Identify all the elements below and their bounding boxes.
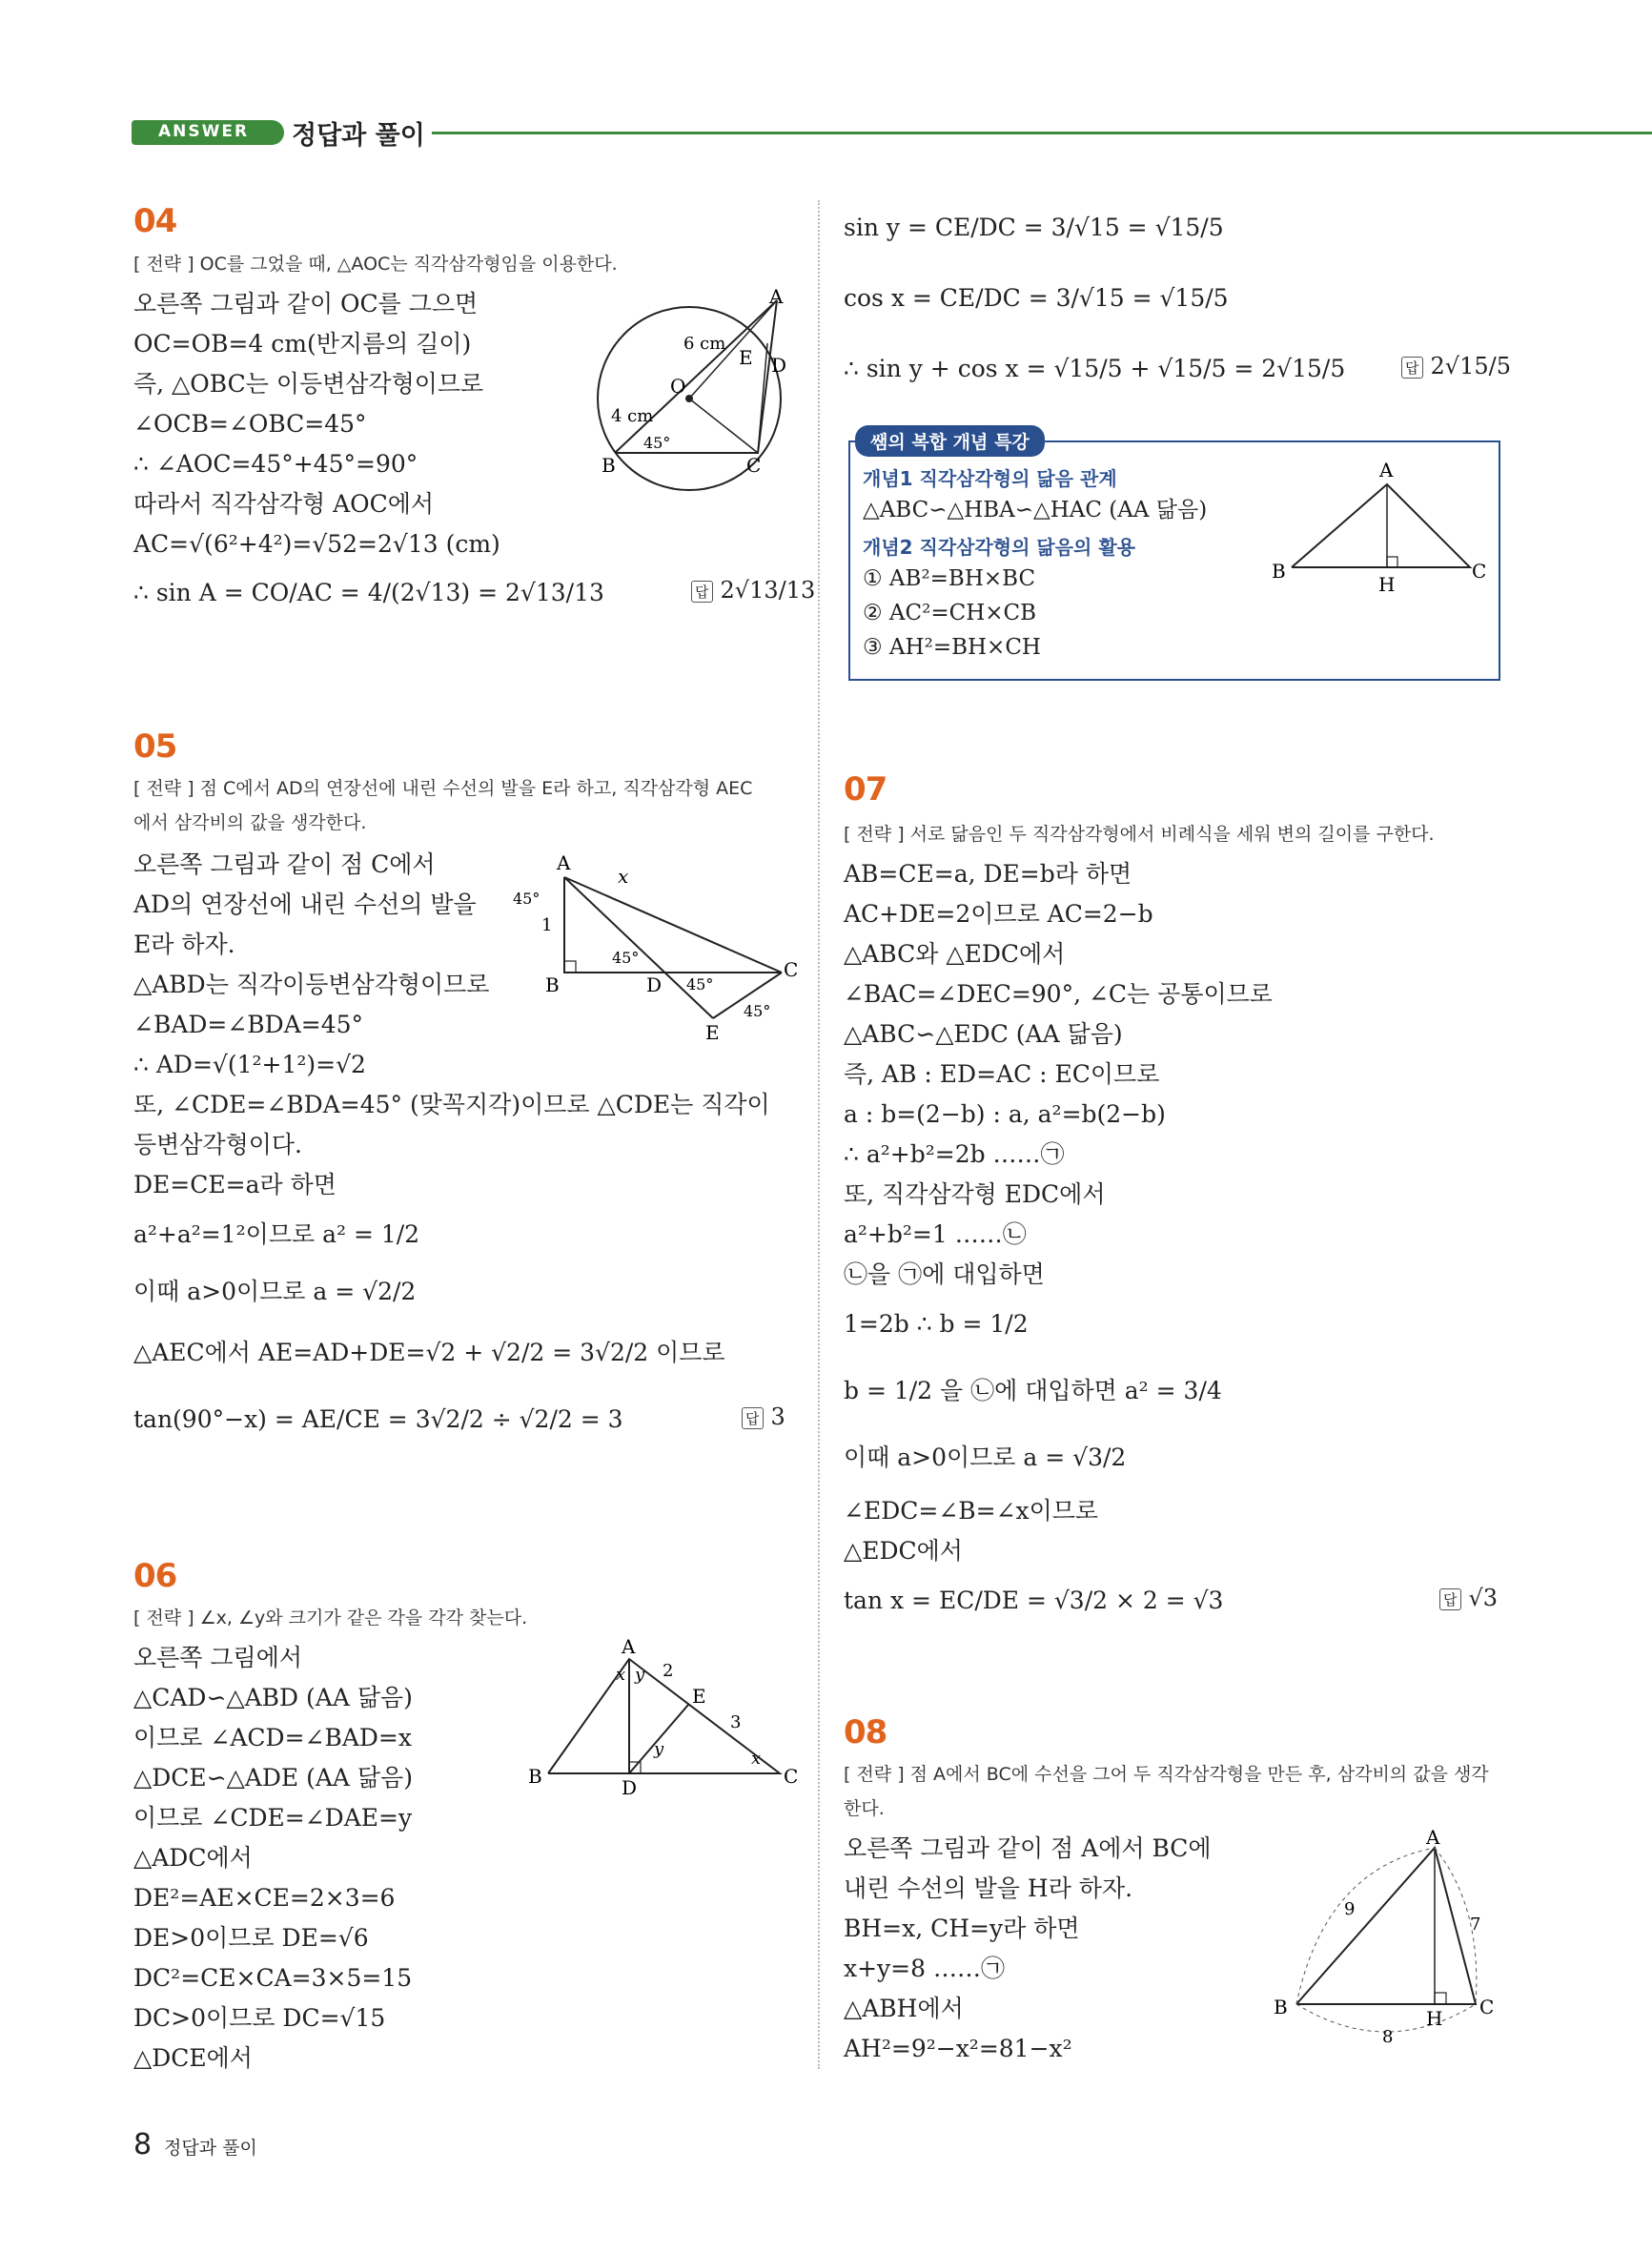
p07-line: ∠BAC=∠DEC=90°, ∠C는 공통이므로	[844, 980, 1273, 1008]
p05-line: ∠BAD=∠BDA=45°	[133, 1011, 364, 1038]
p06-answer: 답 2√15/5	[1401, 353, 1511, 379]
p05-line: 등변삼각형이다.	[133, 1131, 302, 1158]
p08-line: 내린 수선의 발을 H라 하자.	[844, 1874, 1133, 1902]
p06-label-3: 3	[730, 1712, 742, 1732]
p06-cont-line: ∴ sin y + cos x = √15/5 + √15/5 = 2√15/5	[844, 355, 1346, 382]
concept-2-title: 개념2 직각삼각형의 닮음의 활용	[863, 536, 1135, 559]
p04-line: AC=√(6²+4²)=√52=2√13 (cm)	[133, 530, 500, 558]
p05-line: ∴ AD=√(1²+1²)=√2	[133, 1051, 366, 1078]
problem-06-tip: [ 전략 ] ∠x, ∠y와 크기가 같은 각을 각각 찾는다.	[133, 1608, 528, 1628]
p06-line: △DCE∽△ADE (AA 닮음)	[133, 1764, 413, 1792]
p05-answer: 답 3	[742, 1403, 785, 1430]
p07-line: 이때 a>0이므로 a = √3/2	[844, 1444, 1127, 1471]
p07-line: b = 1/2 을 ㉡에 대입하면 a² = 3/4	[844, 1377, 1222, 1404]
concept-1-title: 개념1 직각삼각형의 닮음 관계	[863, 467, 1117, 490]
p06-label-E: E	[692, 1685, 706, 1708]
p06-line: 오른쪽 그림에서	[133, 1644, 302, 1671]
p06-label-2: 2	[663, 1661, 674, 1681]
concept-figure	[1268, 458, 1487, 601]
p07-line: ∠EDC=∠B=∠x이므로	[844, 1497, 1099, 1525]
p04-line: 즉, △OBC는 이등변삼각형이므로	[133, 370, 484, 398]
p08-line: 오른쪽 그림과 같이 점 A에서 BC에	[844, 1834, 1212, 1862]
concept-box-bottom-rule	[850, 679, 1499, 681]
problem-08-number: 08	[844, 1713, 887, 1751]
p05-line: tan(90°−x) = AE/CE = 3√2/2 ÷ √2/2 = 3	[133, 1405, 623, 1433]
p04-line: 따라서 직각삼각형 AOC에서	[133, 490, 435, 518]
p05-line: 오른쪽 그림과 같이 점 C에서	[133, 850, 436, 878]
p07-line: △EDC에서	[844, 1537, 963, 1565]
concept-label-B: B	[1272, 560, 1286, 583]
p04-label-6cm: 6 cm	[683, 334, 726, 354]
p08-label-8: 8	[1382, 2027, 1394, 2047]
p04-line: ∴ sin A = CO/AC = 4/(2√13) = 2√13/13	[133, 579, 604, 606]
p06-line: △ADC에서	[133, 1844, 253, 1872]
p08-label-9: 9	[1344, 1899, 1356, 1919]
p05-label-45d: 45°	[744, 1002, 771, 1020]
p05-label-E: E	[705, 1021, 720, 1044]
p08-line: △ABH에서	[844, 1995, 964, 2022]
p04-line: 오른쪽 그림과 같이 OC를 그으면	[133, 290, 479, 317]
p05-line: DE=CE=a라 하면	[133, 1171, 337, 1198]
p06-line: △CAD∽△ABD (AA 닮음)	[133, 1684, 413, 1711]
p07-line: △ABC∽△EDC (AA 닮음)	[844, 1020, 1123, 1048]
p06-label-y2: y	[654, 1739, 664, 1759]
problem-05-tip-2: 에서 삼각비의 값을 생각한다.	[133, 812, 367, 833]
problem-04-tip: [ 전략 ] OC를 그었을 때, △AOC는 직각삼각형임을 이용한다.	[133, 254, 618, 275]
p07-line: 즉, AB : ED=AC : EC이므로	[844, 1060, 1160, 1088]
p08-label-H: H	[1426, 2007, 1443, 2030]
p05-line: E라 하자.	[133, 931, 235, 958]
p05-label-B: B	[545, 973, 560, 996]
footer-label: 정답과 풀이	[164, 2138, 257, 2159]
p08-label-7: 7	[1470, 1915, 1481, 1935]
p06-line: DC²=CE×CA=3×5=15	[133, 1964, 413, 1992]
p05-label-C: C	[784, 958, 799, 981]
p04-label-O: O	[670, 375, 686, 398]
p07-line: ㉡을 ㉠에 대입하면	[844, 1260, 1045, 1288]
p05-label-D: D	[646, 973, 663, 996]
p05-line: a²+a²=1²이므로 a² = 1/2	[133, 1220, 420, 1248]
p07-line: AC+DE=2이므로 AC=2−b	[844, 900, 1153, 928]
p07-line: AB=CE=a, DE=b라 하면	[844, 860, 1132, 888]
concept-item: ③ AH²=BH×CH	[863, 635, 1041, 660]
p04-label-D: D	[771, 354, 787, 377]
column-divider	[818, 200, 820, 2069]
p08-label-B: B	[1274, 1996, 1288, 2018]
header-rule	[432, 132, 1652, 134]
p07-line: 또, 직각삼각형 EDC에서	[844, 1180, 1106, 1208]
p04-label-4cm: 4 cm	[611, 406, 654, 426]
p06-cont-line: sin y = CE/DC = 3/√15 = √15/5	[844, 214, 1224, 241]
p06-label-y: y	[635, 1665, 645, 1685]
p08-label-A: A	[1426, 1826, 1440, 1849]
p06-line: DC>0이므로 DC=√15	[133, 2004, 386, 2032]
p04-label-B: B	[602, 454, 616, 477]
p04-figure	[596, 286, 806, 486]
concept-1-line: △ABC∽△HBA∽△HAC (AA 닮음)	[863, 498, 1208, 522]
p06-label-B: B	[528, 1765, 542, 1788]
p04-label-45: 45°	[643, 434, 671, 452]
problem-08-tip-2: 한다.	[844, 1798, 885, 1819]
footer-page-number: 8	[133, 2128, 153, 2161]
p05-line: 이때 a>0이므로 a = √2/2	[133, 1278, 417, 1305]
problem-04-number: 04	[133, 202, 177, 240]
p06-label-x: x	[616, 1665, 626, 1685]
p05-line: △AEC에서 AE=AD+DE=√2 + √2/2 = 3√2/2 이므로	[133, 1339, 725, 1366]
header-title: 정답과 풀이	[292, 121, 425, 151]
problem-06-number: 06	[133, 1557, 177, 1595]
p06-line: DE>0이므로 DE=√6	[133, 1924, 369, 1952]
p04-label-C: C	[746, 454, 762, 477]
p05-label-45c: 45°	[686, 975, 714, 993]
p06-cont-line: cos x = CE/DC = 3/√15 = √15/5	[844, 284, 1229, 312]
p05-label-A: A	[557, 851, 571, 874]
p07-line: a²+b²=1 ……㉡	[844, 1220, 1027, 1248]
p08-label-C: C	[1479, 1996, 1495, 2018]
answer-badge-text: ANSWER	[158, 122, 250, 141]
p07-answer: 답 √3	[1439, 1585, 1498, 1611]
concept-label-C: C	[1472, 560, 1487, 583]
p04-line: OC=OB=4 cm(반지름의 길이)	[133, 330, 472, 358]
p08-line: AH²=9²−x²=81−x²	[844, 2035, 1072, 2062]
p08-line: x+y=8 ……㉠	[844, 1955, 1005, 1982]
p07-line: a : b=(2−b) : a, a²=b(2−b)	[844, 1100, 1166, 1128]
p05-label-45a: 45°	[513, 890, 540, 908]
problem-07-number: 07	[844, 770, 887, 809]
p06-line: DE²=AE×CE=2×3=6	[133, 1884, 396, 1912]
problem-07-tip: [ 전략 ] 서로 닮음인 두 직각삼각형에서 비례식을 세워 변의 길이를 구한다.	[844, 824, 1435, 845]
problem-05-number: 05	[133, 727, 177, 766]
p06-label-C: C	[784, 1765, 799, 1788]
header-bar	[122, 120, 1652, 151]
p05-line: AD의 연장선에 내린 수선의 발을	[133, 891, 477, 918]
p04-label-A: A	[769, 285, 784, 308]
problem-08-tip: [ 전략 ] 점 A에서 BC에 수선을 그어 두 직각삼각형을 만든 후, 삼각비의 값을 생각	[844, 1764, 1489, 1785]
p08-figure	[1268, 1826, 1506, 2050]
p06-label-x2: x	[751, 1749, 762, 1769]
p07-line: △ABC와 △EDC에서	[844, 940, 1066, 968]
p04-label-E: E	[739, 346, 753, 369]
p06-label-A: A	[622, 1635, 636, 1658]
p06-figure	[524, 1635, 801, 1799]
p05-line: △ABD는 직각이등변삼각형이므로	[133, 971, 490, 998]
concept-label-H: H	[1378, 573, 1396, 596]
concept-item: ① AB²=BH×BC	[863, 566, 1036, 591]
p04-line: ∴ ∠AOC=45°+45°=90°	[133, 450, 418, 478]
p05-label-x: x	[618, 865, 629, 888]
p05-label-1: 1	[541, 915, 553, 935]
p07-line: ∴ a²+b²=2b ……㉠	[844, 1140, 1065, 1168]
p08-line: BH=x, CH=y라 하면	[844, 1915, 1080, 1942]
concept-label-A: A	[1379, 459, 1394, 481]
p05-label-45b: 45°	[612, 949, 640, 967]
problem-05-tip: [ 전략 ] 점 C에서 AD의 연장선에 내린 수선의 발을 E라 하고, 직각삼각형 AEC	[133, 778, 753, 799]
p07-line: 1=2b ∴ b = 1/2	[844, 1310, 1029, 1338]
p05-line: 또, ∠CDE=∠BDA=45° (맞꼭지각)이므로 △CDE는 직각이	[133, 1091, 770, 1118]
p04-line: ∠OCB=∠OBC=45°	[133, 410, 367, 438]
p04-answer: 답 2√13/13	[691, 577, 815, 604]
p06-line: △DCE에서	[133, 2044, 253, 2072]
p06-label-D: D	[622, 1776, 638, 1799]
p06-line: 이므로 ∠ACD=∠BAD=x	[133, 1724, 412, 1751]
concept-tab: 쌤의 복합 개념 특강	[855, 425, 1045, 457]
p05-figure	[505, 849, 799, 1049]
p07-line: tan x = EC/DE = √3/2 × 2 = √3	[844, 1587, 1224, 1614]
concept-item: ② AC²=CH×CB	[863, 601, 1037, 625]
p06-line: 이므로 ∠CDE=∠DAE=y	[133, 1804, 413, 1832]
